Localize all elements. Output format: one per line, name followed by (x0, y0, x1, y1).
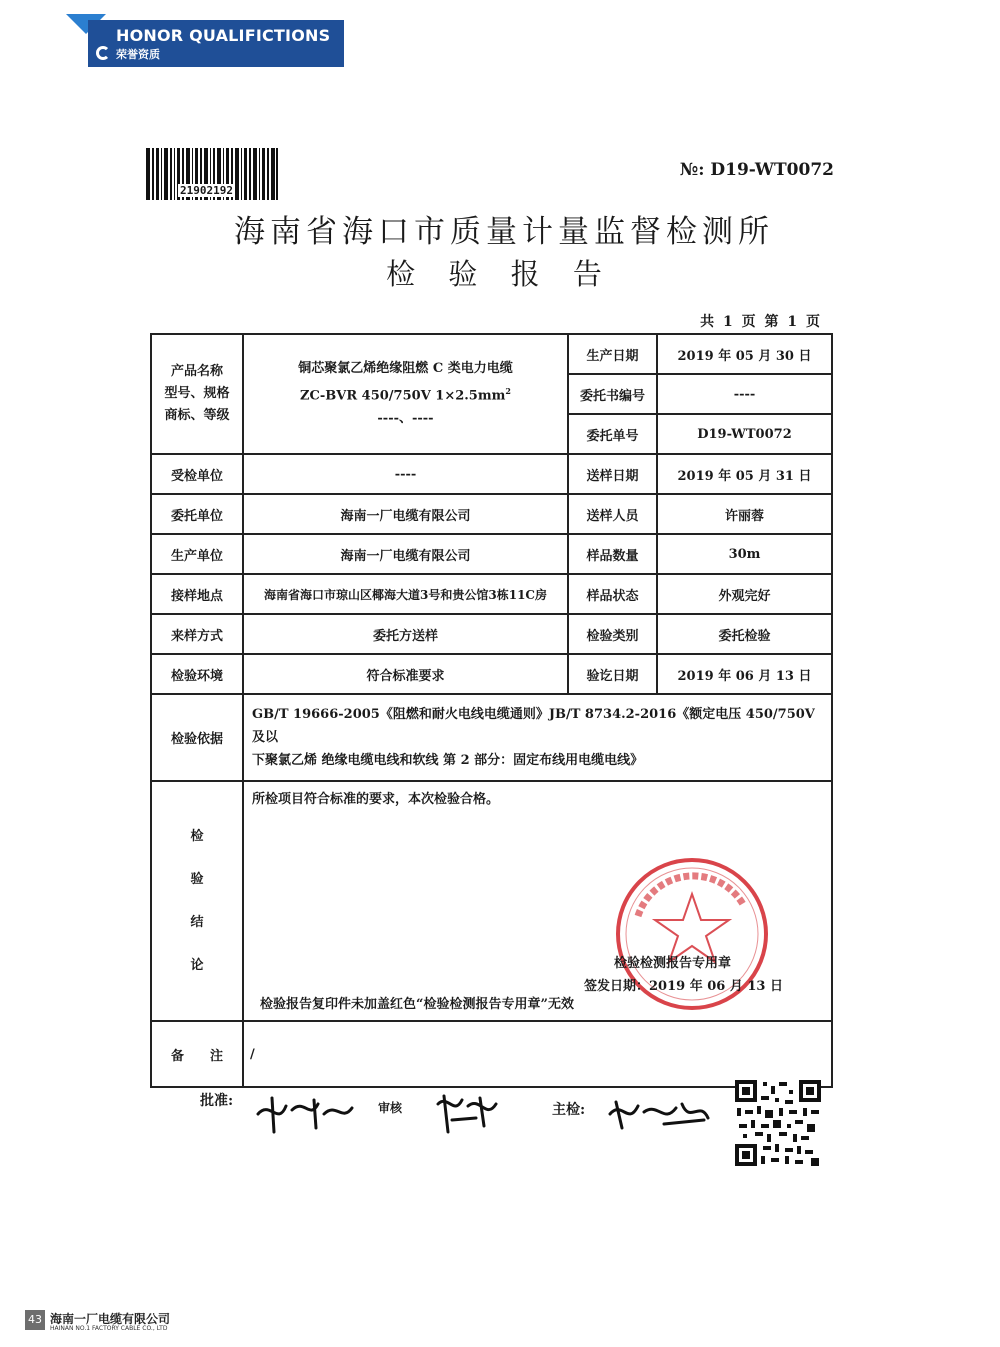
product-model-text: ZC-BVR 450/750V 1×2.5mm (300, 388, 506, 404)
table-row (151, 534, 832, 574)
approver-signature-icon (252, 1092, 356, 1136)
report-number: №: D19-WT0072 (679, 160, 834, 180)
finish-date-label: 验讫日期 (568, 654, 657, 694)
copy-note: 检验报告复印件未加盖红色“检验检测报告专用章”无效 (260, 997, 574, 1012)
conclusion-label-char: 检 (190, 829, 204, 844)
sender: 许丽蓉 (657, 494, 832, 534)
qr-code-icon (735, 1080, 821, 1166)
sample-qty: 30m (657, 534, 832, 574)
table-row (151, 614, 832, 654)
table-row (151, 694, 832, 781)
page-number: 43 (25, 1310, 45, 1330)
client-unit: 海南一厂电缆有限公司 (243, 494, 568, 534)
remarks-label: 备 注 (151, 1021, 243, 1087)
commission-no-label: 委托单号 (568, 414, 657, 454)
table-row (151, 1021, 832, 1087)
conclusion-cell (243, 781, 832, 1021)
footer-company-cn: 海南一厂电缆有限公司 (50, 1312, 171, 1326)
finish-date: 2019 年 06 月 13 日 (657, 654, 832, 694)
logo-title-en: HONOR QUALIFICTIONS (116, 26, 331, 45)
seal-name: 检验检测报告专用章 (614, 956, 732, 971)
reviewer-signature-icon (432, 1090, 506, 1136)
commission-doc: ---- (657, 374, 832, 414)
product-model (250, 380, 561, 407)
producer: 海南一厂电缆有限公司 (243, 534, 568, 574)
client-unit-label: 委托单位 (151, 494, 243, 534)
basis-label: 检验依据 (151, 694, 243, 781)
issue-date: 签发日期：2019 年 06 月 13 日 (584, 979, 783, 994)
conclusion-label-char: 验 (190, 872, 204, 887)
basis-line-2: 下聚氯乙烯 绝缘电缆电线和软线 第 2 部分：固定布线用电缆电线》 (252, 753, 644, 768)
inspector-label: 主检: (552, 1102, 586, 1118)
product-name-label: 产品名称 (170, 364, 223, 379)
commission-no: D19-WT0072 (657, 414, 832, 454)
logo-c-icon (96, 46, 110, 60)
producer-label: 生产单位 (151, 534, 243, 574)
inspector-signature-icon (604, 1094, 712, 1134)
receive-place-label: 接样地点 (151, 574, 243, 614)
review-label: 审核 (378, 1101, 403, 1115)
page-count: 共 1 页 第 1 页 (700, 314, 822, 330)
header-logo (88, 20, 344, 67)
remarks: / (243, 1021, 832, 1087)
institute-title: 海南省海口市质量计量监督检测所 (234, 214, 774, 250)
product-model-label: 型号、规格 (164, 386, 230, 401)
commission-doc-label: 委托书编号 (568, 374, 657, 414)
table-row (151, 454, 832, 494)
report-table (150, 333, 833, 1088)
conclusion-label-cell (151, 781, 243, 1021)
conclusion-label-char: 论 (190, 958, 204, 973)
conclusion-label-char: 结 (190, 915, 204, 930)
receive-place: 海南省海口市琼山区椰海大道3号和贵公馆3栋11C房 (243, 574, 568, 614)
product-name: 铜芯聚氯乙烯绝缘阻燃 C 类电力电缆 (298, 361, 513, 377)
inspected-unit-label: 受检单位 (151, 454, 243, 494)
basis-cell (243, 694, 832, 781)
inspection-type: 委托检验 (657, 614, 832, 654)
product-info-cell (243, 334, 568, 454)
basis-line-1: GB/T 19666-2005《阻燃和耐火电线电缆通则》JB/T 8734.2-2016《额定电压 450/750V 及以 (252, 707, 815, 745)
send-date-label: 送样日期 (568, 454, 657, 494)
sampling-label: 来样方式 (151, 614, 243, 654)
logo-title-cn: 荣誉资质 (116, 48, 160, 61)
inspection-type-label: 检验类别 (568, 614, 657, 654)
product-brand-label: 商标、等级 (164, 408, 230, 423)
sample-qty-label: 样品数量 (568, 534, 657, 574)
table-row (151, 654, 832, 694)
sender-label: 送样人员 (568, 494, 657, 534)
sample-state: 外观完好 (657, 574, 832, 614)
footer-company-en: HAINAN NO.1 FACTORY CABLE CO., LTD (50, 1325, 168, 1332)
table-row (151, 781, 832, 1021)
environment: 符合标准要求 (243, 654, 568, 694)
report-title: 检 验 报 告 (386, 257, 614, 291)
table-row (151, 574, 832, 614)
production-date-label: 生产日期 (568, 334, 657, 374)
barcode-number: 21902192 (180, 184, 233, 197)
sample-state-label: 样品状态 (568, 574, 657, 614)
product-labels-cell (151, 334, 243, 454)
table-row (151, 494, 832, 534)
environment-label: 检验环境 (151, 654, 243, 694)
send-date: 2019 年 05 月 31 日 (657, 454, 832, 494)
inspected-unit: ---- (243, 454, 568, 494)
product-brand: ----、---- (377, 410, 434, 426)
production-date: 2019 年 05 月 30 日 (657, 334, 832, 374)
sampling: 委托方送样 (243, 614, 568, 654)
table-row (151, 334, 832, 374)
product-model-sup: 2 (505, 386, 511, 397)
conclusion-text: 所检项目符合标准的要求，本次检验合格。 (252, 792, 500, 807)
approve-label: 批准: (200, 1093, 234, 1109)
